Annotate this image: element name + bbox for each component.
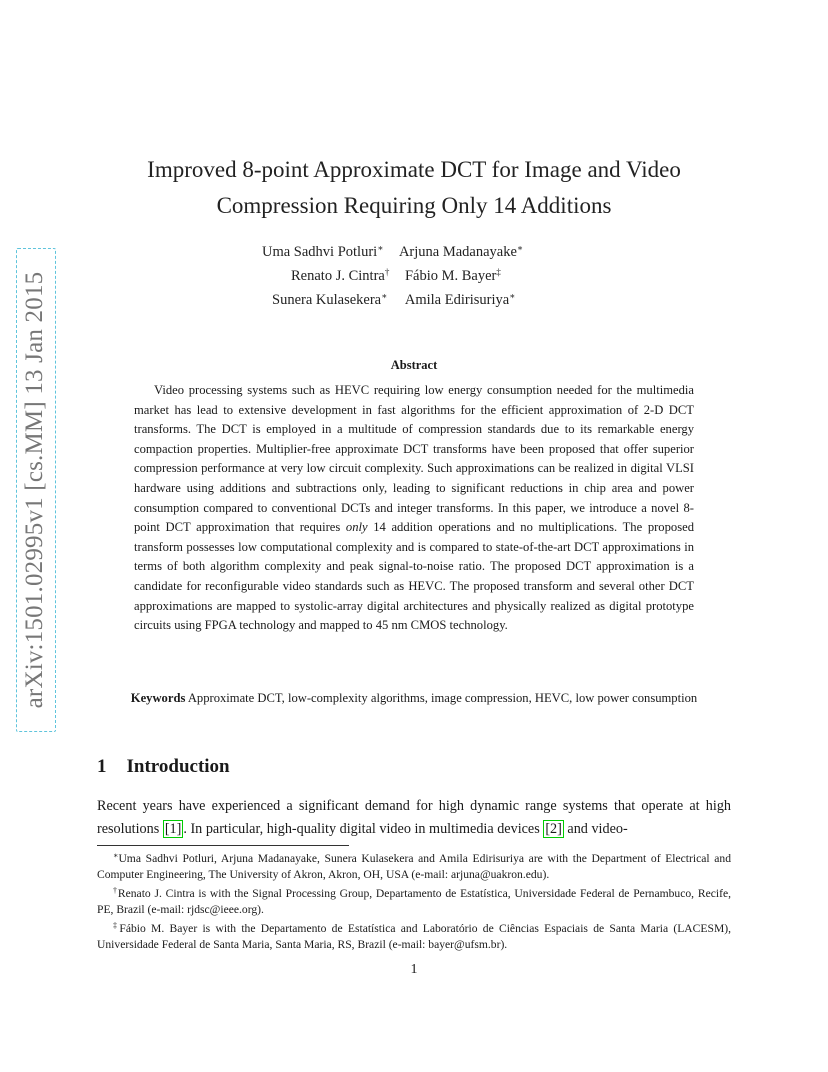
arxiv-identifier[interactable]: arXiv:1501.02995v1 [cs.MM] 13 Jan 2015 [21, 271, 48, 709]
paper-title [100, 152, 728, 224]
author-name: Amila Edirisuriya∗ [404, 291, 516, 308]
footnote-3: ‡Fábio M. Bayer is with the Departamento de Estatística and Laboratório de Ciências Espaciais de Santa Maria (LACESM), Universidade Federal de Santa Maria, Santa Maria, RS, Brazil (e-mail: bayer@ufsm.br). [97, 921, 732, 951]
author-row-3 [272, 291, 515, 309]
citation-link-2[interactable]: [2] [545, 821, 562, 837]
abstract-body: Video processing systems such as HEVC requiring low energy consumption needed for the multimedia market has lead to extensive development in fast algorithms for the efficient approximation of 2-D DCT transforms. The DCT is employed in a multitude of compression standards due to its remarkable energy compaction properties. Multiplier-free approximate DCT transforms have been proposed that offer superior compression performance at very low circuit complexity. Such approximations can be realized in digital VLSI hardware using additions and subtractions only, leading to significant reductions in chip area and power consumption compared to conventional DCTs and integer transforms. In this paper, we introduce a novel 8-point DCT approximation that requires only 14 addition operations and no multiplications. The proposed transform possesses low computational complexity and is compared to state-of-the-art DCT approximations in terms of both algorithm complexity and peak signal-to-noise ratio. The proposed DCT approximation is a candidate for reconfigurable video standards such as HEVC. The proposed transform and several other DCT approximations are mapped to systolic-array digital architectures and physically realized as digital prototype circuits using FPGA technology and mapped to 45 nm CMOS technology. [134, 383, 694, 633]
author-name: Arjuna Madanayake∗ [398, 243, 524, 260]
author-name: Uma Sadhvi Potluri∗ [262, 243, 384, 260]
footnote-rule [97, 845, 349, 846]
section-title: Introduction [126, 756, 230, 777]
footnotes [97, 848, 731, 953]
footnote-2: †Renato J. Cintra is with the Signal Processing Group, Departamento de Estatística, Universidade Federal de Pernambuco, Recife, PE, Brazil (e-mail: rjdsc@ieee.org). [97, 886, 731, 916]
author-name: Sunera Kulasekera∗ [272, 291, 388, 308]
author-name: Fábio M. Bayer‡ [404, 267, 501, 284]
page-number: 1 [410, 962, 418, 977]
title-line-2: Compression Requiring Only 14 Additions [216, 193, 612, 218]
abstract-emphasis: only [345, 520, 368, 535]
keywords-label: Keywords [130, 691, 186, 705]
abstract-heading: Abstract [390, 358, 438, 372]
introduction-paragraph: Recent years have experienced a significant demand for high dynamic range systems that operate at high resolutions [1] . In particular, high-quality digital video in multimedia devices [2] and video- [97, 798, 731, 837]
author-row-1 [262, 243, 523, 261]
section-heading [97, 756, 230, 778]
title-line-1: Improved 8-point Approximate DCT for Image and Video [147, 157, 681, 182]
keywords [118, 689, 710, 709]
citation-link-1[interactable]: [1] [164, 821, 182, 837]
author-row-2 [291, 267, 501, 285]
footnote-1: ∗Uma Sadhvi Potluri, Arjuna Madanayake, Sunera Kulasekera and Amila Edirisuriya are with the Department of Electrical and Computer Engineering, The University of Akron, Akron, OH, USA (e-mail: arjuna@uakron.edu). [97, 851, 731, 881]
section-number: 1 [97, 756, 107, 777]
keywords-text: Approximate DCT, low-complexity algorithms, image compression, HEVC, low power consumption [185, 691, 698, 705]
author-name: Renato J. Cintra† [291, 267, 390, 284]
